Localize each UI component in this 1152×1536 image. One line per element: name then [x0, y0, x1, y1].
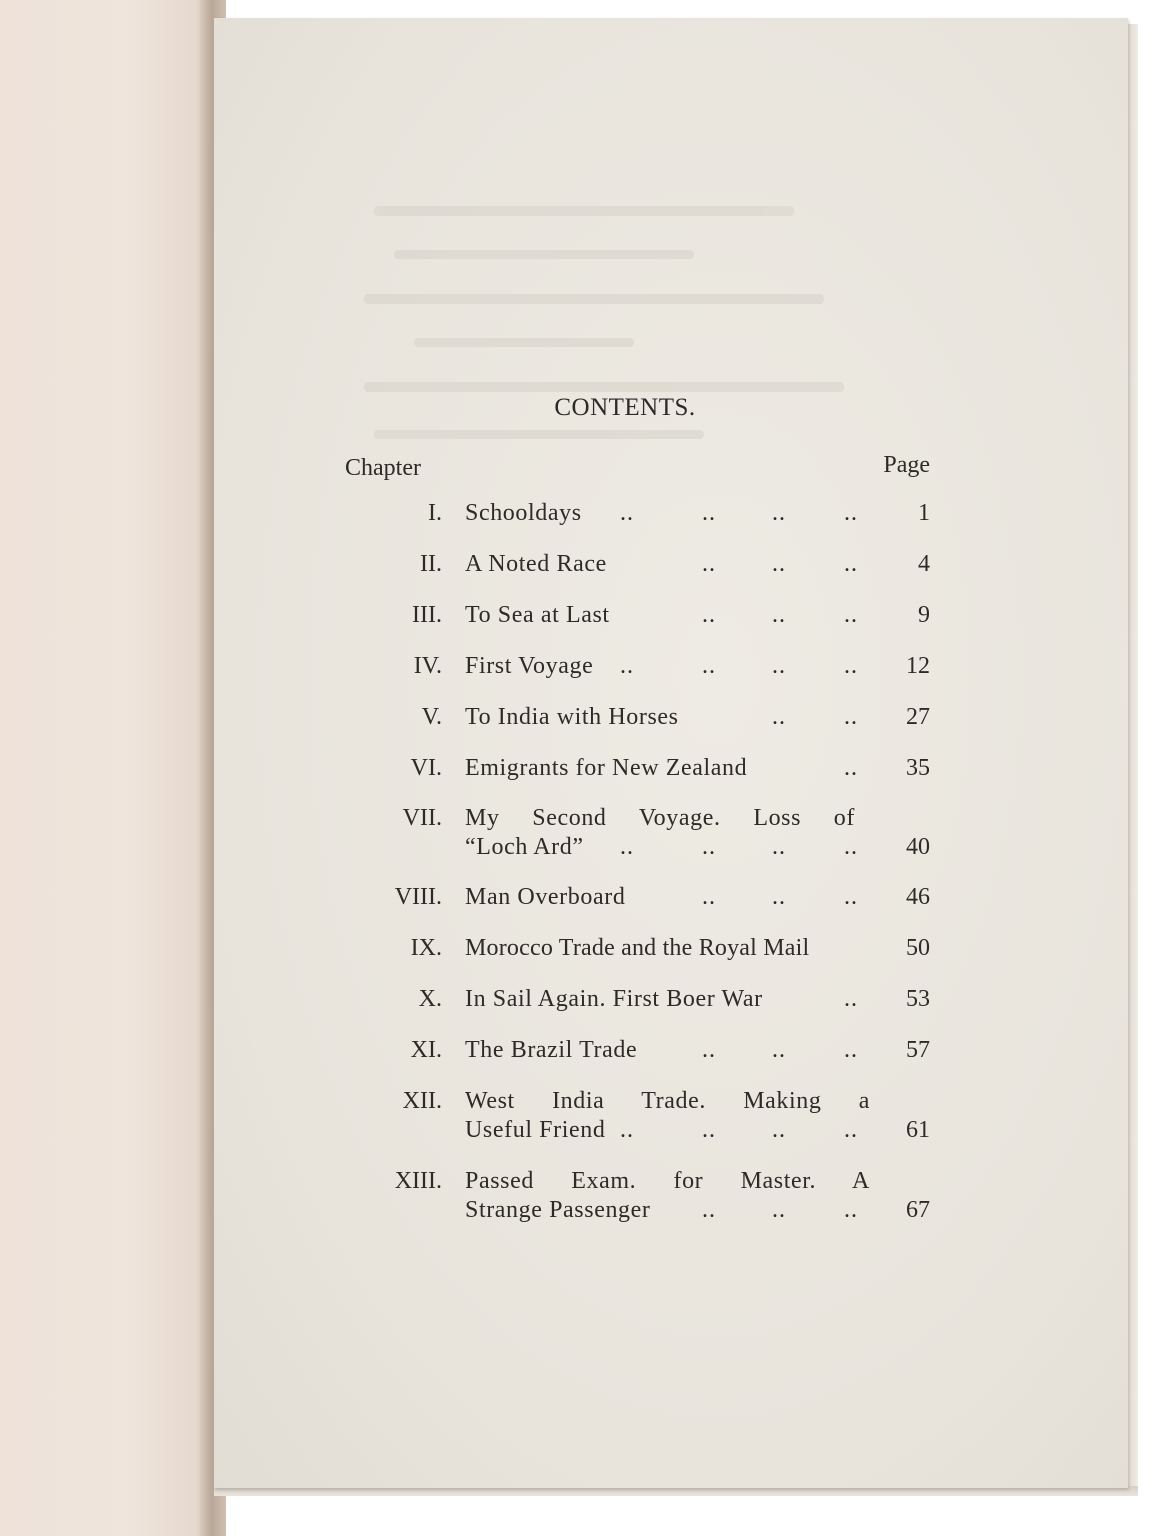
dot-leader: ..	[620, 653, 634, 679]
dot-leader: ..	[844, 834, 858, 860]
page-number: 50	[906, 935, 930, 961]
dot-leader: ..	[772, 1037, 786, 1063]
chapter-title: In Sail Again. First Boer War	[465, 986, 763, 1012]
page-number: 67	[906, 1197, 930, 1223]
chapter-title: The Brazil Trade	[465, 1037, 638, 1063]
page-column-header: Page	[883, 452, 930, 478]
chapter-number: XI.	[410, 1037, 442, 1063]
chapter-number: XIII.	[394, 1168, 442, 1194]
dot-leader: ..	[772, 704, 786, 730]
dot-leader: ..	[844, 884, 858, 910]
dot-leader: ..	[620, 834, 634, 860]
chapter-number: VII.	[402, 805, 442, 831]
chapter-number: IV.	[413, 653, 442, 679]
chapter-number: III.	[412, 602, 442, 628]
dot-leader: ..	[702, 653, 716, 679]
dot-leader: ..	[620, 1117, 634, 1143]
dot-leader: ..	[702, 1117, 716, 1143]
dot-leader: ..	[844, 500, 858, 526]
chapter-title: Passed Exam. for Master. A	[465, 1168, 870, 1194]
chapter-number: IX.	[410, 935, 442, 961]
page-number: 46	[906, 884, 930, 910]
chapter-column-header: Chapter	[345, 455, 421, 481]
page-number: 27	[906, 704, 930, 730]
page-number: 1	[918, 500, 930, 526]
dot-leader: ..	[772, 1117, 786, 1143]
chapter-title: West India Trade. Making a	[465, 1088, 870, 1114]
dot-leader: ..	[702, 500, 716, 526]
page-number: 9	[918, 602, 930, 628]
chapter-number: II.	[420, 551, 442, 577]
dot-leader: ..	[844, 1037, 858, 1063]
chapter-number: X.	[418, 986, 442, 1012]
chapter-title: To Sea at Last	[465, 602, 610, 628]
dot-leader: ..	[772, 602, 786, 628]
page-title: CONTENTS.	[554, 394, 696, 421]
dot-leader: ..	[844, 1117, 858, 1143]
page-number: 12	[906, 653, 930, 679]
dot-leader: ..	[772, 1197, 786, 1223]
dot-leader: ..	[772, 834, 786, 860]
chapter-number: VI.	[410, 755, 442, 781]
dot-leader: ..	[844, 1197, 858, 1223]
chapter-title: To India with Horses	[465, 704, 679, 730]
chapter-title: Morocco Trade and the Royal Mail	[465, 935, 810, 961]
bleed-through-marks	[214, 18, 1128, 1488]
chapter-number: I.	[428, 500, 442, 526]
page-number: 35	[906, 755, 930, 781]
contents-page	[214, 18, 1128, 1488]
chapter-number: XII.	[402, 1088, 442, 1114]
dot-leader: ..	[772, 653, 786, 679]
left-page	[0, 0, 212, 1536]
dot-leader: ..	[702, 602, 716, 628]
dot-leader: ..	[620, 500, 634, 526]
chapter-title-continued: “Loch Ard”	[465, 834, 584, 860]
page-number: 61	[906, 1117, 930, 1143]
dot-leader: ..	[772, 500, 786, 526]
page-number: 4	[918, 551, 930, 577]
page-number: 40	[906, 834, 930, 860]
dot-leader: ..	[844, 704, 858, 730]
dot-leader: ..	[702, 884, 716, 910]
dot-leader: ..	[772, 884, 786, 910]
chapter-title: A Noted Race	[465, 551, 607, 577]
page-number: 57	[906, 1037, 930, 1063]
chapter-number: V.	[421, 704, 442, 730]
dot-leader: ..	[844, 653, 858, 679]
dot-leader: ..	[844, 755, 858, 781]
chapter-title: My Second Voyage. Loss of	[465, 805, 855, 831]
chapter-title: Schooldays	[465, 500, 582, 526]
page-number: 53	[906, 986, 930, 1012]
chapter-title-continued: Useful Friend	[465, 1117, 606, 1143]
dot-leader: ..	[702, 551, 716, 577]
dot-leader: ..	[702, 834, 716, 860]
chapter-number: VIII.	[394, 884, 442, 910]
chapter-title: Emigrants for New Zealand	[465, 755, 748, 781]
dot-leader: ..	[844, 602, 858, 628]
chapter-title: Man Overboard	[465, 884, 626, 910]
chapter-title: First Voyage	[465, 653, 594, 679]
dot-leader: ..	[772, 551, 786, 577]
dot-leader: ..	[702, 1037, 716, 1063]
dot-leader: ..	[702, 1197, 716, 1223]
dot-leader: ..	[844, 551, 858, 577]
chapter-title-continued: Strange Passenger	[465, 1197, 651, 1223]
dot-leader: ..	[844, 986, 858, 1012]
